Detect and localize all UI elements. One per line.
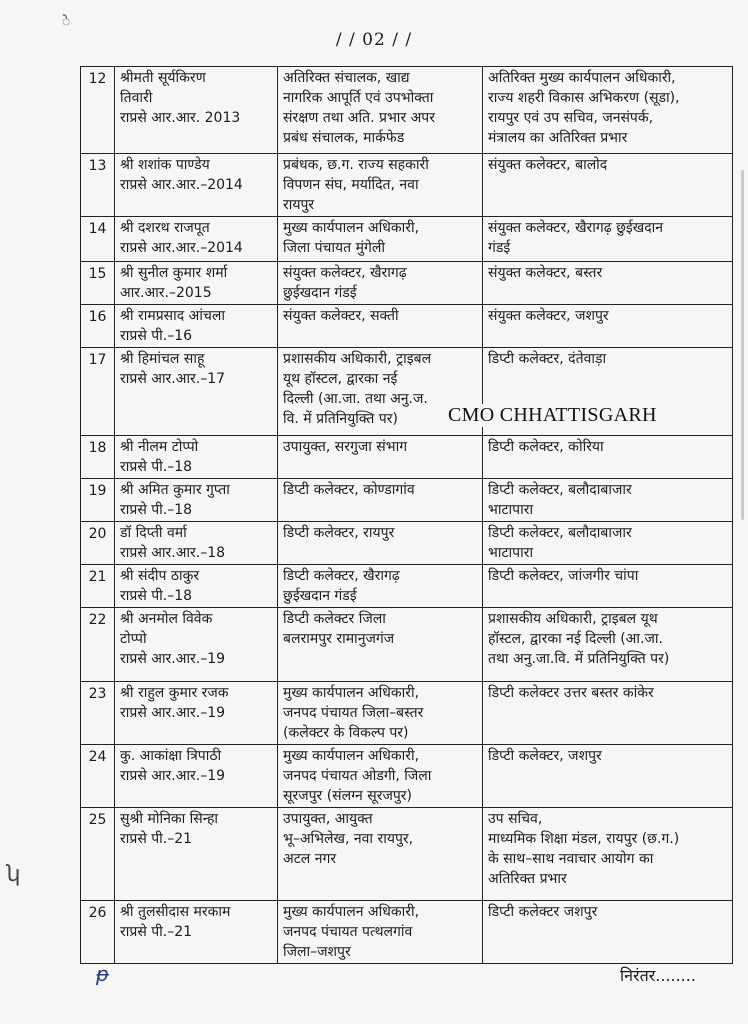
officer-name-cell: श्री तुलसीदास मरकाम राप्रसे पी.–21 — [115, 901, 278, 964]
officer-name-cell: श्री शशांक पाण्डेय राप्रसे आर.आर.–2014 — [115, 154, 278, 217]
table-row — [81, 808, 733, 901]
table-row — [81, 67, 733, 154]
new-posting-cell: डिप्टी कलेक्टर, कोरिया — [483, 436, 733, 479]
officer-name-cell: श्री राहुल कुमार रजक राप्रसे आर.आर.–19 — [115, 682, 278, 745]
table-row — [81, 262, 733, 305]
table-row — [81, 682, 733, 745]
serial-number-cell: 25 — [81, 808, 115, 901]
new-posting-cell: अतिरिक्त मुख्य कार्यपालन अधिकारी, राज्य शहरी विकास अभिकरण (सूडा), रायपुर एवं उप सचिव, जनसंपर्क, मंत्रालय का अतिरिक्त प्रभार — [483, 67, 733, 154]
table-row — [81, 479, 733, 522]
officer-name-cell: श्री अमित कुमार गुप्ता राप्रसे पी.–18 — [115, 479, 278, 522]
new-posting-cell: उप सचिव, माध्यमिक शिक्षा मंडल, रायपुर (छ.ग.) के साथ–साथ नवाचार आयोग का अतिरिक्त प्रभार — [483, 808, 733, 901]
current-posting-cell: प्रबंधक, छ.ग. राज्य सहकारी विपणन संघ, मर्यादित, नवा रायपुर — [278, 154, 483, 217]
new-posting-cell: संयुक्त कलेक्टर, खैरागढ़ छुईखदान गंडई — [483, 217, 733, 262]
table-row — [81, 154, 733, 217]
scrollbar[interactable] — [741, 170, 744, 520]
serial-number-cell: 22 — [81, 608, 115, 682]
officer-name-cell: श्री संदीप ठाकुर राप्रसे पी.–18 — [115, 565, 278, 608]
table-row — [81, 217, 733, 262]
table-row — [81, 522, 733, 565]
new-posting-cell: डिप्टी कलेक्टर, जशपुर — [483, 745, 733, 808]
officer-name-cell: श्री नीलम टोप्पो राप्रसे पी.–18 — [115, 436, 278, 479]
officer-name-cell: श्री दशरथ राजपूत राप्रसे आर.आर.–2014 — [115, 217, 278, 262]
table-row — [81, 901, 733, 964]
serial-number-cell: 16 — [81, 305, 115, 348]
new-posting-cell: संयुक्त कलेक्टर, बालोद — [483, 154, 733, 217]
officer-name-cell: कु. आकांक्षा त्रिपाठी राप्रसे आर.आर.–19 — [115, 745, 278, 808]
officer-name-cell: डॉ दिप्ती वर्मा राप्रसे आर.आर.–18 — [115, 522, 278, 565]
current-posting-cell: डिप्टी कलेक्टर, कोण्डागांव — [278, 479, 483, 522]
current-posting-cell: अतिरिक्त संचालक, खाद्य नागरिक आपूर्ति एवं उपभोक्ता संरक्षण तथा अति. प्रभार अपर प्रबंध संचालक, मार्कफेड — [278, 67, 483, 154]
continued-label: निरंतर........ — [620, 966, 696, 985]
corner-mark: े — [62, 14, 71, 30]
officer-name-cell: श्री सुनील कुमार शर्मा आर.आर.–2015 — [115, 262, 278, 305]
new-posting-cell: संयुक्त कलेक्टर, जशपुर — [483, 305, 733, 348]
current-posting-cell: मुख्य कार्यपालन अधिकारी, जनपद पंचायत जिला–बस्तर (कलेक्टर के विकल्प पर) — [278, 682, 483, 745]
serial-number-cell: 17 — [81, 348, 115, 436]
new-posting-cell: डिप्टी कलेक्टर, बलौदाबाजार भाटापारा — [483, 479, 733, 522]
table-row — [81, 565, 733, 608]
signature-mark: ᵽ — [96, 962, 110, 986]
current-posting-cell: डिप्टी कलेक्टर, खैरागढ़ छुईखदान गंडई — [278, 565, 483, 608]
current-posting-cell: मुख्य कार्यपालन अधिकारी, जनपद पंचायत ओडगी, जिला सूरजपुर (संलग्न सूरजपुर) — [278, 745, 483, 808]
serial-number-cell: 26 — [81, 901, 115, 964]
current-posting-cell: मुख्य कार्यपालन अधिकारी, जिला पंचायत मुंगेली — [278, 217, 483, 262]
new-posting-cell: प्रशासकीय अधिकारी, ट्राइबल यूथ हॉस्टल, द्वारका नई दिल्ली (आ.जा. तथा अनु.जा.वि. में प्रतिनियुक्ति पर) — [483, 608, 733, 682]
table-row — [81, 745, 733, 808]
table-row — [81, 436, 733, 479]
officer-name-cell: श्री हिमांचल साहू राप्रसे आर.आर.–17 — [115, 348, 278, 436]
current-posting-cell: उपायुक्त, आयुक्त भू–अभिलेख, नवा रायपुर, अटल नगर — [278, 808, 483, 901]
new-posting-cell: संयुक्त कलेक्टर, बस्तर — [483, 262, 733, 305]
serial-number-cell: 24 — [81, 745, 115, 808]
current-posting-cell: उपायुक्त, सरगुजा संभाग — [278, 436, 483, 479]
current-posting-cell: प्रशासकीय अधिकारी, ट्राइबल यूथ हॉस्टल, द्वारका नई दिल्ली (आ.जा. तथा अनु.ज. वि. में प्रतिनियुक्ति पर) — [278, 348, 483, 436]
serial-number-cell: 12 — [81, 67, 115, 154]
serial-number-cell: 13 — [81, 154, 115, 217]
officer-name-cell: सुश्री मोनिका सिन्हा राप्रसे पी.–21 — [115, 808, 278, 901]
new-posting-cell: डिप्टी कलेक्टर जशपुर — [483, 901, 733, 964]
table-row — [81, 608, 733, 682]
transfer-order-table — [80, 66, 733, 964]
new-posting-cell: डिप्टी कलेक्टर, दंतेवाड़ा — [483, 348, 733, 436]
watermark-text: CMO CHHATTISGARH — [448, 404, 657, 426]
current-posting-cell: डिप्टी कलेक्टर जिला बलरामपुर रामानुजगंज — [278, 608, 483, 682]
serial-number-cell: 19 — [81, 479, 115, 522]
new-posting-cell: डिप्टी कलेक्टर, जांजगीर चांपा — [483, 565, 733, 608]
serial-number-cell: 18 — [81, 436, 115, 479]
serial-number-cell: 21 — [81, 565, 115, 608]
margin-mark: ʮ — [6, 862, 21, 887]
current-posting-cell: मुख्य कार्यपालन अधिकारी, जनपद पंचायत पत्थलगांव जिला–जशपुर — [278, 901, 483, 964]
new-posting-cell: डिप्टी कलेक्टर, बलौदाबाजार भाटापारा — [483, 522, 733, 565]
new-posting-cell: डिप्टी कलेक्टर उत्तर बस्तर कांकेर — [483, 682, 733, 745]
table-row — [81, 305, 733, 348]
current-posting-cell: संयुक्त कलेक्टर, खैरागढ़ छुईखदान गंडई — [278, 262, 483, 305]
current-posting-cell: डिप्टी कलेक्टर, रायपुर — [278, 522, 483, 565]
serial-number-cell: 20 — [81, 522, 115, 565]
serial-number-cell: 14 — [81, 217, 115, 262]
serial-number-cell: 23 — [81, 682, 115, 745]
officer-name-cell: श्री रामप्रसाद आंचला राप्रसे पी.–16 — [115, 305, 278, 348]
serial-number-cell: 15 — [81, 262, 115, 305]
current-posting-cell: संयुक्त कलेक्टर, सक्ती — [278, 305, 483, 348]
page-number: / / 02 / / — [335, 30, 413, 50]
officer-name-cell: श्री अनमोल विवेक टोप्पो राप्रसे आर.आर.–19 — [115, 608, 278, 682]
officer-name-cell: श्रीमती सूर्यकिरण तिवारी राप्रसे आर.आर. 2013 — [115, 67, 278, 154]
